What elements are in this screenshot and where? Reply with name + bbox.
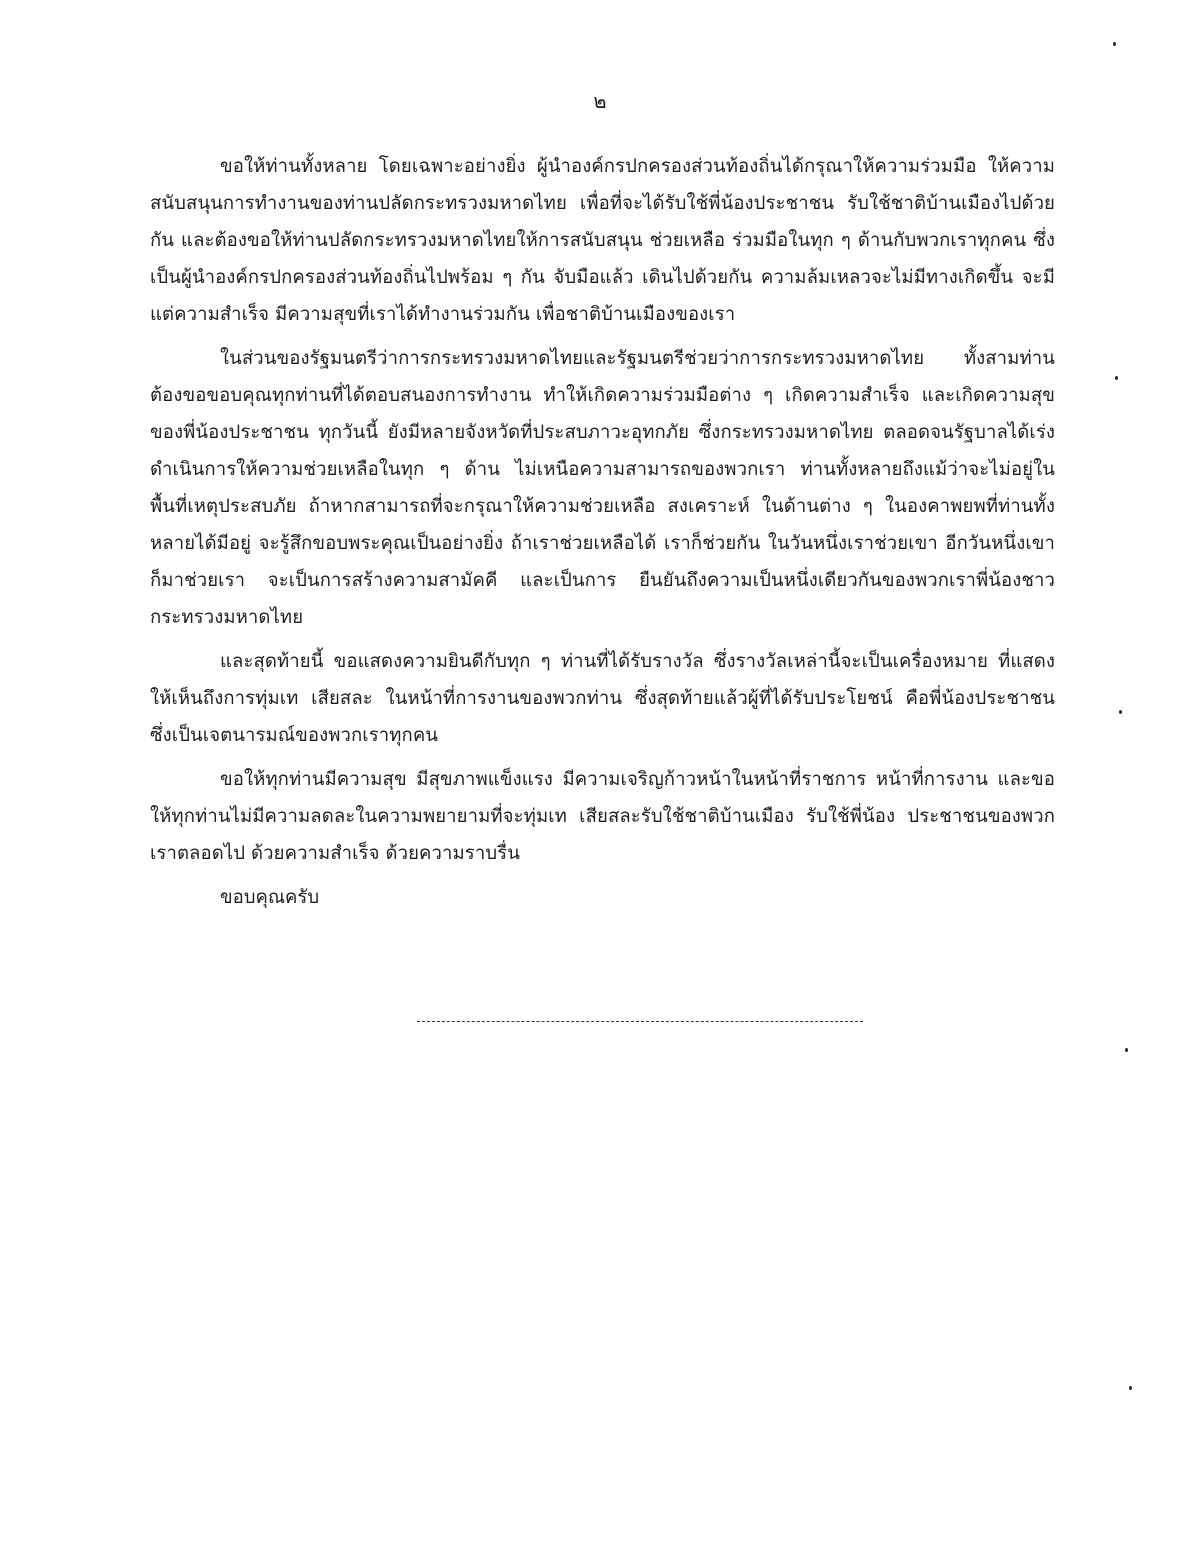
page-number: ๒ <box>593 89 607 113</box>
paragraph-award-congratulations: และสุดท้ายนี้ ขอแสดงความยินดีกับทุก ๆ ท่านที่ได้รับรางวัล ซึ่งรางวัลเหล่านี้จะเป็นเครื่องหมาย ที่แสดงให้เห็นถึงการทุ่มเท เสียสละ ในหน้าที่การงานของพวกท่าน ซึ่งสุดท้ายแล้วผู้ที่ได้รับประโยชน์ คือพี่น้องประชาชน ซึ่งเป็นเจตนารมณ์ของพวกเราทุกคน <box>150 651 1055 746</box>
paragraph-cooperation: ขอให้ท่านทั้งหลาย โดยเฉพาะอย่างยิ่ง ผู้นำองค์กรปกครองส่วนท้องถิ่นได้กรุณาให้ความร่วมมือ ให้ความสนับสนุนการทำงานของท่านปลัดกระทรวงมหาดไทย เพื่อที่จะได้รับใช้พี่น้องประชาชน รับใช้ชาติบ้านเมืองไปด้วยกัน และต้องขอให้ท่านปลัดกระทรวงมหาดไทยให้การสนับสนุน ช่วยเหลือ ร่วมมือในทุก ๆ ด้านกับพวกเราทุกคน ซึ่งเป็นผู้นำองค์กรปกครองส่วนท้องถิ่นไปพร้อม ๆ กัน จับมือแล้ว เดินไปด้วยกัน ความล้มเหลวจะไม่มีทางเกิดขึ้น จะมีแต่ความสำเร็จ มีความสุขที่เราได้ทำงานร่วมกัน เพื่อชาติบ้านเมืองของเรา <box>150 156 1055 325</box>
scan-speck <box>1113 42 1116 46</box>
paragraph-ministers-thanks: ในส่วนของรัฐมนตรีว่าการกระทรวงมหาดไทยและรัฐมนตรีช่วยว่าการกระทรวงมหาดไทย ทั้งสามท่าน ต้องขอขอบคุณทุกท่านที่ได้ตอบสนองการทำงาน ทำให้เกิดความร่วมมือต่าง ๆ เกิดความสำเร็จ และเกิดความสุขของพี่น้องประชาชน ทุกวันนี้ ยังมีหลายจังหวัดที่ประสบภาวะอุทกภัย ซึ่งกระทรวงมหาดไทย ตลอดจนรัฐบาลได้เร่งดำเนินการให้ความช่วยเหลือในทุก ๆ ด้าน ไม่เหนือความสามารถของพวกเรา ท่านทั้งหลายถึงแม้ว่าจะไม่อยู่ในพื้นที่เหตุประสบภัย ถ้าหากสามารถที่จะกรุณาให้ความช่วยเหลือ สงเคราะห์ ในด้านต่าง ๆ ในองคาพยพที่ท่านทั้งหลายได้มีอยู่ จะรู้สึกขอบพระคุณเป็นอย่างยิ่ง ถ้าเราช่วยเหลือได้ เราก็ช่วยกัน ในวันหนึ่งเราช่วยเขา อีกวันหนึ่งเขาก็มาช่วยเรา จะเป็นการสร้างความสามัคคี และเป็นการ ยืนยันถึงความเป็นหนึ่งเดียวกันของพวกเราพี่น้องชาวกระทรวงมหาดไทย <box>150 348 1055 628</box>
closing-thanks: ขอบคุณครับ <box>220 887 320 908</box>
scan-speck <box>1125 1048 1128 1052</box>
scan-speck <box>1119 710 1122 714</box>
scan-speck <box>1129 1386 1132 1390</box>
paragraph-closing-wishes: ขอให้ทุกท่านมีความสุข มีสุขภาพแข็งแรง มีความเจริญก้าวหน้าในหน้าที่ราชการ หน้าที่การงาน และขอให้ทุกท่านไม่มีความลดละในความพยายามที่จะทุ่มเท เสียสละรับใช้ชาติบ้านเมือง รับใช้พี่น้อง ประชาชนของพวกเราตลอดไป ด้วยความสำเร็จ ด้วยความราบรื่น <box>150 769 1055 864</box>
end-divider-line <box>417 1021 863 1022</box>
document-body <box>150 148 1055 916</box>
scan-speck <box>1115 376 1118 380</box>
